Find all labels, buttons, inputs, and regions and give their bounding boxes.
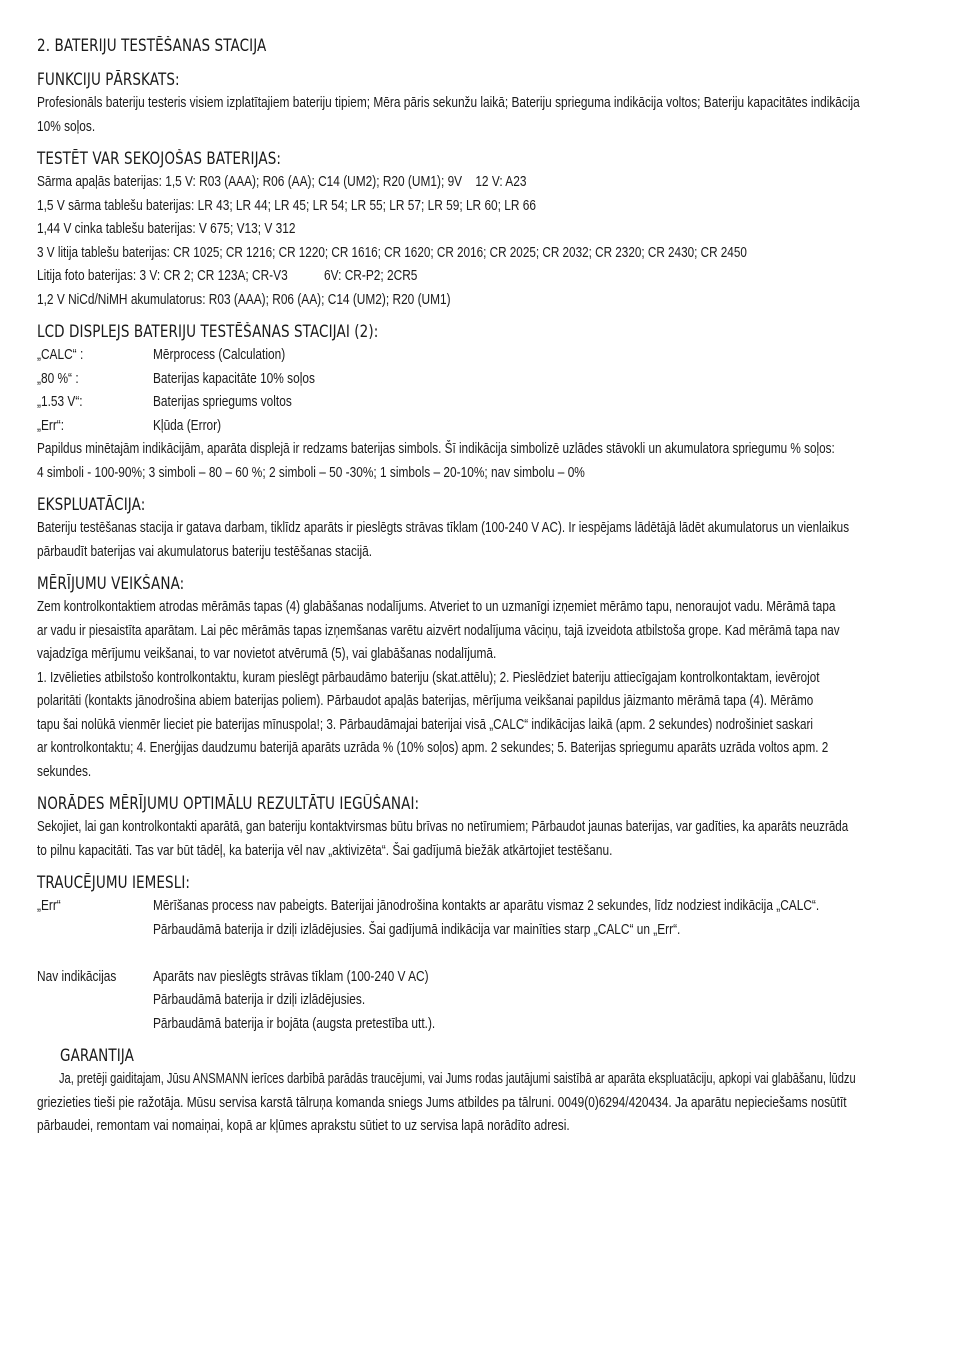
paragraph-line: Profesionāls bateriju testeris visiem izplatītajiem bateriju tipiem; Mēra pāris sekunžu laikā; Bateriju sprieguma indikācija voltos; Bateriju kapacitātes indikācija [37, 95, 860, 111]
section-warranty [37, 1044, 919, 1139]
paragraph-line: Papildus minētajām indikācijām, aparāta displejā ir redzams baterijas simbols. Šī indikācija simbolizē uzlādes stāvokli un akumulatora spriegumu % soļos: [37, 441, 835, 457]
section-tips [37, 792, 919, 863]
paragraph-line: 10% soļos. [37, 118, 96, 135]
section-heading-lcd: LCD DISPLEJS BATERIJU TESTĒŠANAS STACIJAI (2): [37, 322, 379, 341]
battery-list-line: 1,5 V sārma tablešu baterijas: LR 43; LR 44; LR 45; LR 54; LR 55; LR 57; LR 59; LR 60; LR 66 [37, 197, 537, 214]
warranty-line: pārbaudei, remontam vai nomaiņai, kopā ar kļūmes aprakstu sūtiet to uz servisa lapā norādīto adresi. [37, 1118, 570, 1134]
paragraph-line: Zem kontrolkontaktiem atrodas mērāmās tapas (4) glabāšanas nodalījums. Atveriet to un uzmanīgi izņemiet mērāmo tapu, nenoraujot vadu. Mērāmā tapa [37, 599, 836, 615]
lcd-row [37, 415, 919, 439]
section-overview [37, 68, 919, 139]
lcd-key: „Err“: [37, 417, 65, 434]
lcd-value: Baterijas kapacitāte 10% soļos [153, 370, 315, 387]
lcd-row [37, 344, 919, 368]
section-heading-operation: EKSPLUATĀCIJA: [37, 495, 146, 514]
warranty-line: Ja, pretēji gaiditajam, Jūsu ANSMANN ierīces darbībā parādās traucējumi, vai Jums rodas jautājumi saistībā ar aparāta ekspluatāciju, apkopi vai glabāšanu, lūdzu [59, 1071, 856, 1087]
fault-value: Pārbaudāmā baterija ir bojāta (augsta pretestība utt.). [153, 1015, 436, 1032]
document-title: 2. BATERIJU TESTĒŠANAS STACIJA [37, 36, 267, 55]
paragraph-line: Sekojiet, lai gan kontrolkontakti aparātā, gan bateriju kontaktvirsmas būtu brīvas no netīrumiem; Pārbaudot jaunas baterijas, var gadīties, ka aparāts neuzrāda [37, 819, 849, 835]
section-heading-measurement: MĒRĪJUMU VEIKŠANA: [37, 574, 185, 593]
paragraph-line: tapu šai nolūkā vienmēr lieciet pie baterijas mīnuspola!; 3. Pārbaudāmajai baterijai visā „CALC“ indikācijas laikā (apm. 2 sekundes) nodrošiniet saskari [37, 716, 813, 733]
section-heading-tips: NORĀDES MĒRĪJUMU OPTIMĀLU REZULTĀTU IEGŪŠANAI: [37, 794, 420, 813]
section-batteries [37, 147, 919, 312]
fault-value: Pārbaudāmā baterija ir dziļi izlādējusies. Šai gadījumā indikācija var mainīties starp „CALC“ un „Err“. [153, 921, 681, 938]
lcd-row [37, 368, 919, 392]
fault-key: „Err“ [37, 898, 61, 914]
section-lcd [37, 320, 919, 485]
lcd-key: „1.53 V“: [37, 394, 83, 410]
battery-list-line: 3 V litija tablešu baterijas: CR 1025; CR 1216; CR 1220; CR 1616; CR 1620; CR 2016; CR 2025; CR 2032; CR 2320; CR 2430; CR 2450 [37, 244, 747, 261]
section-heading-overview: FUNKCIJU PĀRSKATS: [37, 70, 180, 89]
section-heading-batteries: TESTĒT VAR SEKOJOŠAS BATERIJAS: [37, 149, 282, 168]
fault-row [37, 895, 919, 919]
section-measurement [37, 572, 919, 784]
lcd-row [37, 391, 919, 415]
paragraph-line: vajadzīga mērījumu veikšanai, to var novietot atvērumā (5), vai glabāšanas nodalījumā. [37, 646, 497, 662]
fault-value: Pārbaudāmā baterija ir dziļi izlādējusies. [153, 992, 366, 1008]
battery-list-line: 1,44 V cinka tablešu baterijas: V 675; V13; V 312 [37, 221, 296, 237]
lcd-value: Baterijas spriegums voltos [153, 394, 292, 410]
battery-list-line: Litija foto baterijas: 3 V: CR 2; CR 123A; CR-V3 6V: CR-P2; 2CR5 [37, 268, 418, 284]
section-faults [37, 871, 919, 1036]
fault-row [37, 1013, 919, 1037]
lcd-value: Mērprocess (Calculation) [153, 347, 286, 363]
paragraph-line: Bateriju testēšanas stacija ir gatava darbam, tiklīdz aparāts ir pieslēgts strāvas tīklam (100-240 V AC). Ir iespējams lādētājā lādēt akumulatorus un vienlaikus [37, 520, 850, 536]
lcd-key: „80 %“ : [37, 370, 79, 387]
battery-list-line: 1,2 V NiCd/NiMH akumulatorus: R03 (AAA); R06 (AA); C14 (UM2); R20 (UM1) [37, 291, 451, 308]
section-heading-faults: TRAUCĒJUMU IEMESLI: [37, 873, 191, 892]
fault-key: Nav indikācijas [37, 968, 117, 985]
section-operation [37, 493, 919, 564]
warranty-line: griezieties tieši pie ražotāja. Mūsu servisa karstā tālruņa komanda sniegs Jums atbildes pa tālruni. 0049(0)6294/420434. Ja aparātu nepieciešams nosūtīt [37, 1094, 847, 1111]
paragraph-line: ar vadu ir piesaistīta aparātam. Lai pēc mērāmās tapas izņemšanas varētu aizvērt nodalījuma vāciņu, tajā izveidota atbilstoša grope. Kad mērāmā tapa nav [37, 622, 840, 639]
section-heading-warranty: GARANTIJA [60, 1046, 134, 1065]
paragraph-line: polaritāti (kontakts jānodrošina abiem baterijas poliem). Pārbaudot apaļās baterijas, mērījuma veikšanai papildus jāizmanto mērāmā tapa (4). Mērāmo [37, 693, 814, 709]
paragraph-line: 4 simboli - 100-90%; 3 simboli – 80 – 60 %; 2 simboli – 50 -30%; 1 simbols – 20-10%; nav simbolu – 0% [37, 464, 585, 481]
battery-list-line: Sārma apaļās baterijas: 1,5 V: R03 (AAA); R06 (AA); C14 (UM2); R20 (UM1); 9V 12 V: A23 [37, 174, 527, 190]
paragraph-line: to pilnu kapacitāti. Tas var būt tādēļ, ka baterija vēl nav „aktivizēta“. Šai gadījumā biežāk atkārtojiet testēšanu. [37, 842, 613, 859]
paragraph-line: ar kontrolkontaktu; 4. Enerģijas daudzumu baterijā aparāts uzrāda % (10% soļos) apm. 2 sekundes; 5. Baterijas spriegumu aparāts uzrāda voltos apm. 2 [37, 740, 829, 756]
fault-value: Aparāts nav pieslēgts strāvas tīklam (100-240 V AC) [153, 968, 429, 985]
fault-value: Mērīšanas process nav pabeigts. Baterijai jānodrošina kontakts ar aparātu vismaz 2 sekundes, līdz nodziest indikācija „CALC“. [153, 898, 820, 914]
fault-row [37, 966, 919, 990]
paragraph-line: sekundes. [37, 763, 92, 780]
lcd-key: „CALC“ : [37, 347, 84, 363]
document-page [37, 34, 919, 1139]
lcd-value: Kļūda (Error) [153, 417, 222, 434]
fault-row [37, 919, 919, 943]
paragraph-line: pārbaudīt baterijas vai akumulatorus bateriju testēšanas stacijā. [37, 543, 373, 560]
fault-row [37, 989, 919, 1013]
paragraph-line: 1. Izvēlieties atbilstošo kontrolkontaktu, kuram pieslēgt pārbaudāmo bateriju (skat.attēlu); 2. Pieslēdziet bateriju attiecīgajam kontrolkontaktam, ievērojot [37, 669, 820, 686]
